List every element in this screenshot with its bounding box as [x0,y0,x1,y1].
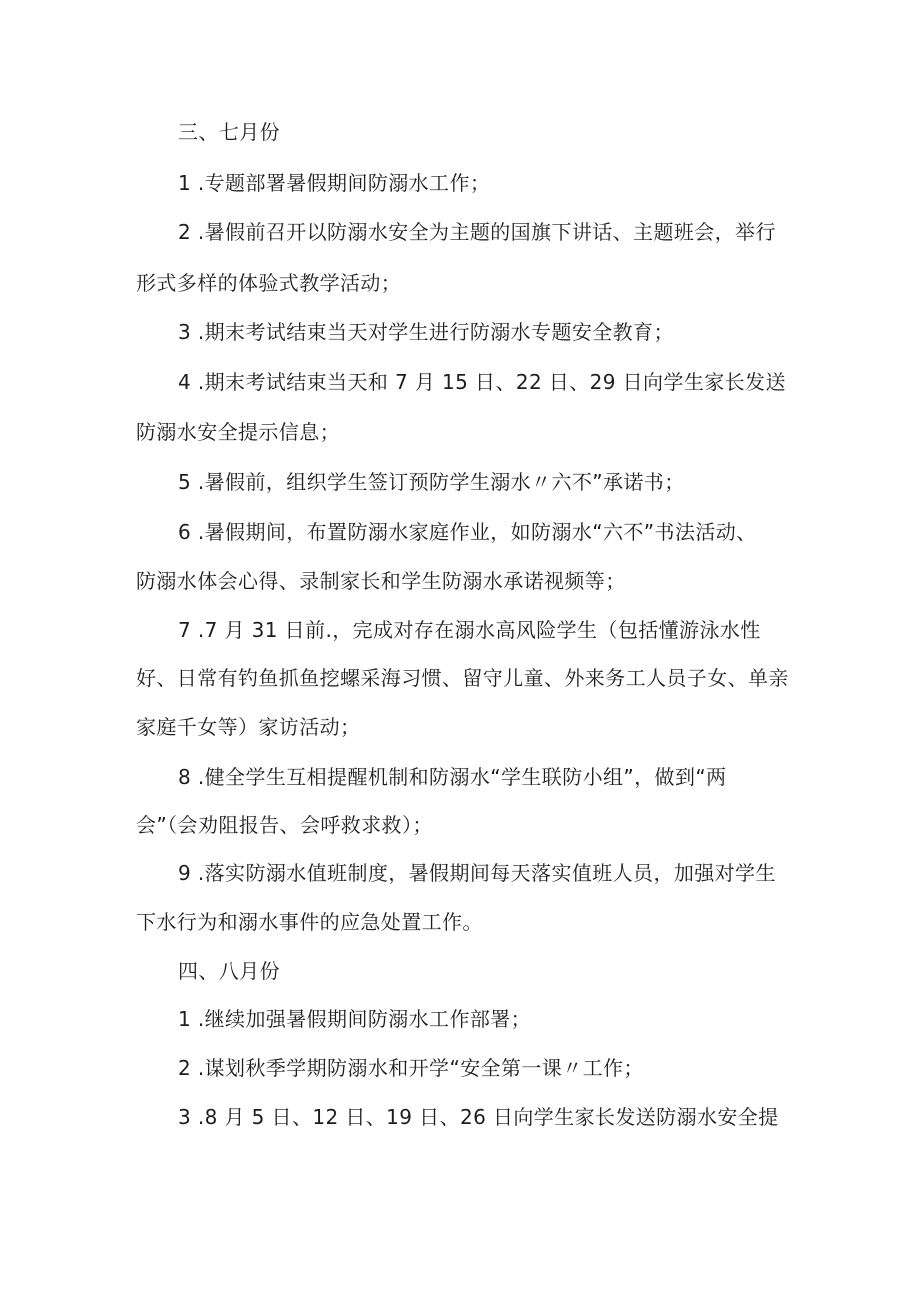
july-item-7-line-3: 家庭千女等）家访活动； [136,715,361,739]
august-item-3-line-1: 3 .8 月 5 日、12 日、19 日、26 日向学生家长发送防溺水安全提 [178,1105,779,1129]
july-item-7-line-2: 好、日常有钓鱼抓鱼挖螺采海习惯、留守儿童、外来务工人员子女、单亲 [136,666,789,690]
july-item-9-line-1: 9 .落实防溺水值班制度，暑假期间每天落实值班人员，加强对学生 [178,861,776,885]
section-heading-august: 四、八月份 [178,959,280,983]
july-item-4-line-2: 防溺水安全提示信息； [136,420,340,444]
july-item-2-line-2: 形式多样的体验式教学活动； [136,271,402,295]
section-heading-july: 三、七月份 [178,120,280,144]
july-item-4-line-1: 4 .期末考试结束当天和 7 月 15 日、22 日、29 日向学生家长发送 [178,370,786,394]
july-item-6-line-2: 防溺水体会心得、录制家长和学生防溺水承诺视频等； [136,569,626,593]
july-item-8-line-1: 8 .健全学生互相提醒机制和防溺水“学生联防小组”，做到“两 [178,765,727,789]
july-item-7-line-1: 7 .7 月 31 日前.，完成对存在溺水高风险学生（包括懂游泳水性 [178,618,761,642]
august-item-2-line-1: 2 .谋划秋季学期防溺水和开学“安全第一课〃工作； [178,1056,644,1080]
july-item-5-line-1: 5 .暑假前，组织学生签订预防学生溺水〃六不”承诺书； [178,470,685,494]
july-item-1-line-1: 1 .专题部署暑假期间防溺水工作； [178,171,491,195]
july-item-2-line-1: 2 .暑假前召开以防溺水安全为主题的国旗下讲话、主题班会，举行 [178,220,776,244]
july-item-3-line-1: 3 .期末考试结束当天对学生进行防溺水专题安全教育； [178,320,674,344]
july-item-6-line-1: 6 .暑假期间，布置防溺水家庭作业，如防溺水“六不”书法活动、 [178,520,757,544]
august-item-1-line-1: 1 .继续加强暑假期间防溺水工作部署； [178,1007,532,1031]
july-item-8-line-2: 会”（会劝阻报告、会呼救求救）； [136,813,433,837]
july-item-9-line-2: 下水行为和溺水事件的应急处置工作。 [136,910,483,934]
